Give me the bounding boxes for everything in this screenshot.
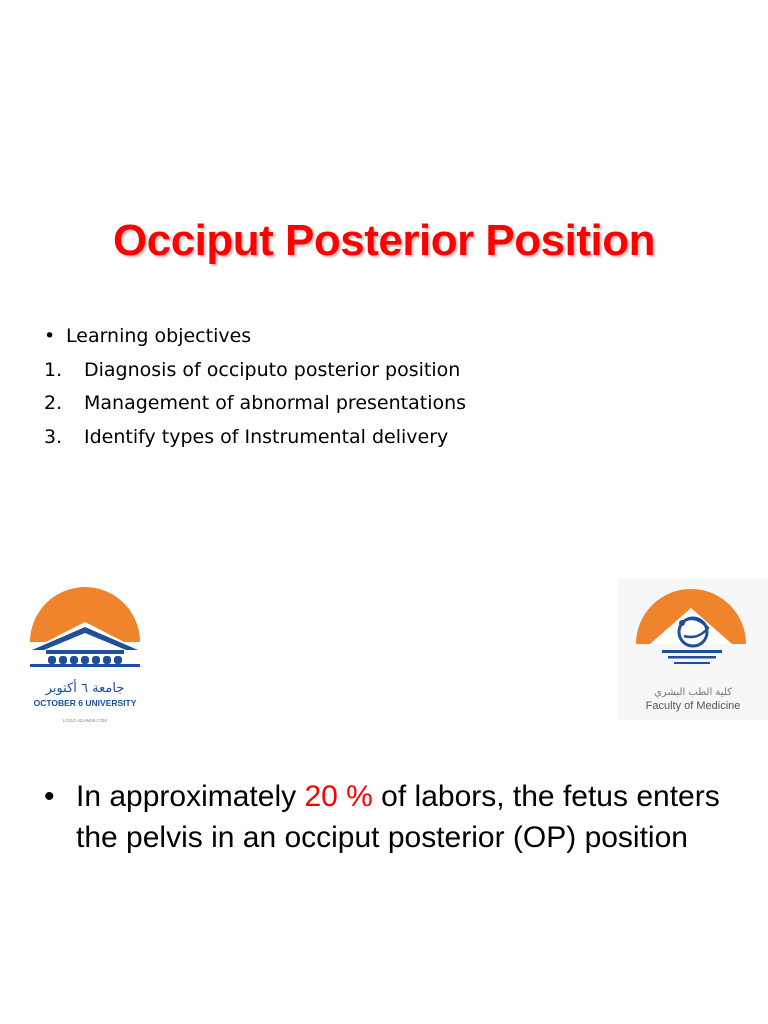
objective-text: Identify types of Instrumental delivery [84, 425, 449, 448]
objective-text: Diagnosis of occiputo posterior position [84, 358, 461, 381]
objective-number: 3. [44, 425, 63, 448]
slide-title: Occiput Posterior Position [113, 216, 655, 265]
fact-highlight: 20 % [304, 780, 373, 813]
logo-arabic-text: كلية الطب البشري [654, 687, 732, 698]
faculty-of-medicine-logo [618, 578, 768, 720]
objective-number: 1. [44, 358, 63, 381]
objective-item [44, 354, 466, 388]
fact-text [76, 776, 744, 858]
key-fact [44, 776, 744, 858]
logo-english-text: Faculty of Medicine [645, 700, 741, 712]
objective-text: Management of abnormal presentations [84, 392, 467, 414]
objectives-heading-row [44, 320, 466, 354]
october6-university-logo [20, 584, 150, 726]
fact-after: of labors, the fetus enters the pelvis in an occiput posterior (OP) position [76, 780, 720, 854]
objective-item [44, 387, 466, 421]
logo-small-text: LOGO.ADAM98.COM [62, 718, 108, 723]
objectives-heading: Learning objectives [66, 325, 252, 347]
logo-arabic-text: جامعة ٦ أكتوبر [45, 681, 125, 696]
fact-before: In approximately [76, 780, 305, 813]
logo-english-text: OCTOBER 6 UNIVERSITY [33, 698, 137, 708]
bullet-icon: • [44, 325, 56, 347]
learning-objectives [44, 320, 466, 454]
bullet-icon: • [44, 780, 55, 813]
objective-item [44, 421, 466, 455]
objective-number: 2. [44, 392, 63, 414]
